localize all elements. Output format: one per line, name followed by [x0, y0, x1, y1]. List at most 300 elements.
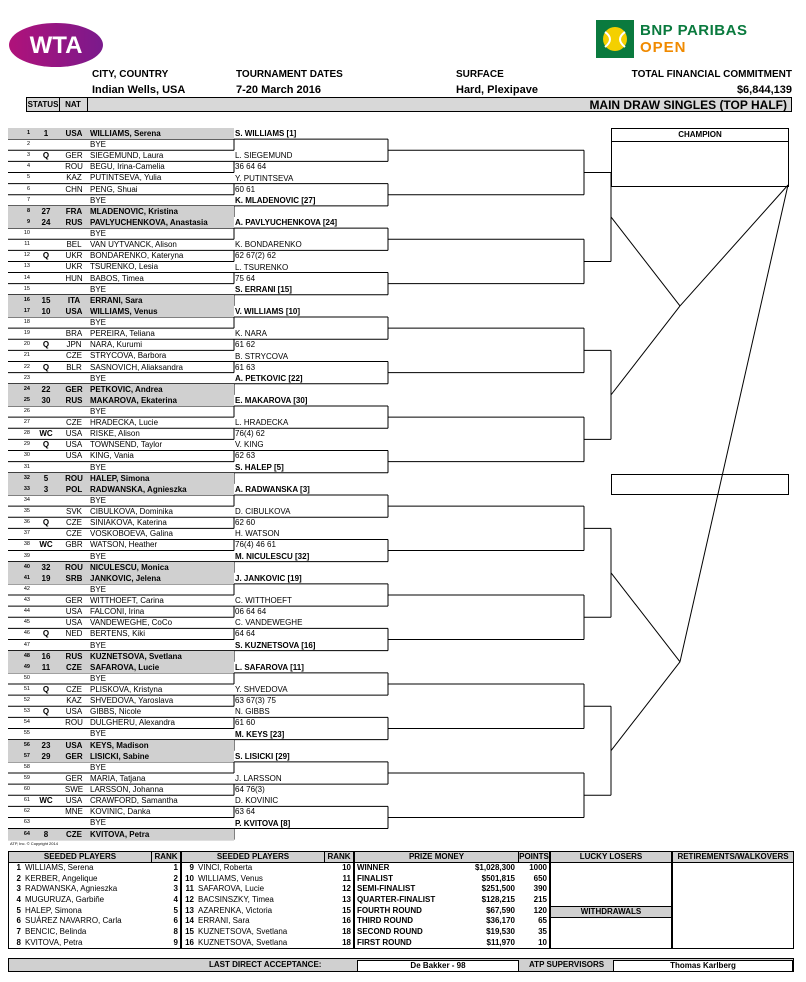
- player-name: BYE: [90, 673, 107, 683]
- draw-title: MAIN DRAW SINGLES (TOP HALF): [589, 98, 787, 112]
- draw-position: 64: [23, 830, 30, 837]
- player-nat: ROU: [65, 718, 83, 728]
- round1-score: 61 60: [235, 718, 256, 728]
- seed-rank: 3: [173, 884, 178, 894]
- player-nat: UKR: [65, 262, 83, 272]
- city-value: Indian Wells, USA: [92, 84, 186, 96]
- player-row: [8, 728, 234, 739]
- player-nat: RUS: [65, 217, 83, 227]
- prize-header: PRIZE MONEY: [355, 852, 519, 862]
- draw-position: 36: [23, 519, 30, 526]
- seed-player: WILLIAMS, Venus: [198, 873, 263, 883]
- player-status: Q: [42, 440, 50, 450]
- draw-position: 24: [23, 385, 30, 392]
- player-name: JANKOVIC, Jelena: [90, 573, 161, 583]
- seed-player: VINCI, Roberta: [198, 863, 253, 872]
- player-status: 19: [41, 573, 51, 583]
- points-header: POINTS: [519, 852, 549, 861]
- seed-player: ERRANI, Sara: [198, 916, 250, 926]
- seed-rank: 16: [342, 916, 351, 926]
- player-status: 23: [41, 740, 51, 750]
- dates-label: TOURNAMENT DATES: [236, 69, 343, 80]
- player-name: BYE: [90, 407, 107, 416]
- prize-money: $36,170: [486, 916, 515, 926]
- player-nat: BLR: [66, 362, 82, 372]
- seed-number: 4: [16, 895, 21, 905]
- prize-round: FOURTH ROUND: [357, 905, 422, 915]
- player-nat: CZE: [66, 529, 82, 539]
- seed-number: 14: [185, 916, 194, 926]
- seed-rank: 6: [173, 916, 178, 926]
- bracket-line: [611, 662, 680, 751]
- player-row: [8, 673, 234, 684]
- seed-number: 13: [185, 905, 194, 915]
- player-name: MARIA, Tatjana: [90, 773, 146, 783]
- player-name: BONDARENKO, Kateryna: [90, 251, 184, 261]
- seeded-row: [9, 895, 180, 906]
- prize-round: SECOND ROUND: [357, 927, 423, 937]
- round1-winner: A. PETKOVIC [22]: [235, 373, 303, 383]
- player-name: TOWNSEND, Taylor: [90, 440, 163, 450]
- player-status: 1: [43, 129, 49, 138]
- copyright: ATP, Inc. © Copyright 2014: [10, 841, 58, 846]
- prize-row: [355, 895, 549, 906]
- seed-player: MUGURUZA, Garbiñe: [25, 895, 105, 905]
- draw-position: 57: [23, 752, 30, 759]
- player-status: Q: [42, 340, 50, 350]
- final-slot: [611, 474, 789, 495]
- player-name: TSURENKO, Lesia: [90, 262, 159, 272]
- player-row: [8, 806, 234, 817]
- player-status: WC: [39, 540, 53, 550]
- round1-winner: K. NARA: [235, 329, 268, 339]
- player-nat: SWE: [64, 785, 84, 795]
- player-nat: BRA: [65, 329, 83, 339]
- surface-label: SURFACE: [456, 69, 504, 80]
- draw-position: 58: [23, 763, 30, 770]
- player-status: 8: [43, 829, 49, 839]
- round1-winner: K. MLADENOVIC [27]: [235, 195, 316, 205]
- player-name: PAVLYUCHENKOVA, Anastasia: [90, 217, 208, 227]
- bracket-line: [611, 306, 680, 395]
- player-status: 5: [43, 473, 49, 483]
- player-name: BYE: [90, 140, 107, 150]
- draw-position: 16: [23, 296, 30, 303]
- round1-winner: S. KUZNETSOVA [16]: [235, 640, 316, 650]
- round1-winner: H. WATSON: [235, 529, 280, 539]
- player-status: Q: [42, 629, 50, 639]
- player-row: [8, 495, 234, 506]
- round1-score: 64 64: [235, 629, 256, 639]
- rank-header-left: RANK: [154, 852, 178, 861]
- player-name: FALCONI, Irina: [90, 607, 145, 617]
- player-row: [8, 195, 234, 206]
- player-row: [8, 795, 234, 806]
- player-status: 11: [41, 662, 51, 672]
- seed-rank: 18: [342, 937, 351, 947]
- prize-points: 215: [533, 895, 547, 905]
- player-nat: JPN: [66, 340, 82, 350]
- prize-round: QUARTER-FINALIST: [357, 895, 436, 905]
- round1-score: 76(4) 46 61: [235, 540, 276, 550]
- supervisor-value: Thomas Karlberg: [613, 960, 793, 972]
- draw-position: 14: [23, 274, 30, 281]
- round1-winner: E. MAKAROVA [30]: [235, 396, 308, 405]
- round1-winner: L. SIEGEMUND: [235, 151, 293, 161]
- player-nat: ITA: [67, 295, 81, 305]
- status-column-header: STATUS: [27, 100, 59, 109]
- draw-position: 15: [23, 285, 30, 292]
- seed-number: 9: [189, 863, 194, 872]
- seed-number: 2: [16, 873, 21, 883]
- player-name: KUZNETSOVA, Svetlana: [90, 651, 182, 661]
- player-nat: ROU: [65, 562, 83, 572]
- seeded-row: [9, 916, 180, 927]
- player-row: [8, 684, 234, 695]
- player-name: BYE: [90, 584, 107, 594]
- player-row: [8, 161, 234, 172]
- prize-points: 65: [538, 916, 547, 926]
- player-name: ERRANI, Sara: [90, 295, 143, 305]
- round1-score: 06 64 64: [235, 607, 267, 617]
- draw-position: 62: [23, 808, 30, 815]
- player-nat: USA: [65, 618, 83, 628]
- draw-position: 19: [23, 330, 30, 337]
- player-nat: RUS: [65, 395, 83, 405]
- round1-score: 75 64: [235, 273, 256, 283]
- player-name: SHVEDOVA, Yaroslava: [90, 696, 174, 706]
- player-name: CRAWFORD, Samantha: [90, 796, 178, 806]
- withdrawals-header: WITHDRAWALS: [551, 906, 671, 918]
- round1-winner: S. HALEP [5]: [235, 462, 284, 472]
- draw-position: 63: [23, 819, 30, 826]
- seed-rank: 10: [342, 863, 351, 872]
- seed-number: 6: [16, 916, 21, 926]
- player-row: [8, 250, 234, 261]
- player-name: CIBULKOVA, Dominika: [90, 507, 173, 517]
- player-name: WILLIAMS, Venus: [90, 306, 158, 316]
- player-name: BYE: [90, 640, 107, 650]
- city-label: CITY, COUNTRY: [92, 69, 169, 80]
- player-name: KEYS, Madison: [90, 740, 149, 750]
- draw-position: 1: [26, 130, 30, 136]
- player-nat: RUS: [65, 651, 83, 661]
- player-row: [8, 617, 234, 628]
- prize-row: [355, 884, 549, 895]
- player-row: [8, 139, 234, 150]
- player-name: SAFAROVA, Lucie: [90, 662, 160, 672]
- draw-position: 22: [23, 363, 30, 370]
- player-name: KVITOVA, Petra: [90, 829, 150, 839]
- player-name: BYE: [90, 229, 107, 239]
- player-status: 3: [43, 484, 49, 494]
- seed-player: BENCIC, Belinda: [25, 927, 87, 937]
- player-name: RISKE, Alison: [90, 429, 140, 439]
- draw-position: 47: [23, 641, 30, 648]
- player-row: [8, 362, 234, 373]
- player-name: DULGHERU, Alexandra: [90, 718, 175, 728]
- player-name: MLADENOVIC, Kristina: [90, 206, 179, 216]
- player-row: [8, 261, 234, 272]
- seed-number: 8: [16, 937, 21, 947]
- player-status: 27: [41, 206, 51, 216]
- lucky-losers-header: LUCKY LOSERS: [551, 852, 671, 863]
- seed-number: 15: [185, 927, 194, 937]
- bracket-line: [611, 573, 680, 662]
- player-row: [8, 528, 234, 539]
- bnp-line2: OPEN: [640, 39, 687, 56]
- draw-position: 10: [23, 230, 30, 237]
- seed-player: AZARENKA, Victoria: [198, 905, 273, 915]
- player-name: WATSON, Heather: [90, 540, 158, 550]
- surface-value: Hard, Plexipave: [456, 84, 538, 96]
- financial-value: $6,844,139: [736, 84, 792, 96]
- player-nat: ROU: [65, 162, 83, 172]
- player-nat: BEL: [66, 240, 82, 250]
- draw-position: 33: [23, 485, 30, 492]
- player-row: [8, 439, 234, 450]
- svg-text:WTA: WTA: [29, 32, 83, 59]
- prize-row: [355, 863, 549, 874]
- player-row: [8, 350, 234, 361]
- draw-position: 13: [23, 263, 30, 270]
- player-nat: USA: [65, 440, 83, 450]
- player-nat: HUN: [65, 273, 83, 283]
- draw-position: 2: [26, 141, 30, 148]
- player-row: [8, 762, 234, 773]
- prize-money: $501,815: [481, 873, 515, 883]
- player-status: 32: [41, 562, 51, 572]
- seed-number: 10: [185, 873, 194, 883]
- seed-rank: 13: [342, 895, 351, 905]
- draw-position: 32: [23, 474, 30, 481]
- player-row: [8, 606, 234, 617]
- player-status: Q: [42, 151, 50, 161]
- player-name: SASNOVICH, Aliaksandra: [90, 362, 183, 372]
- player-name: BYE: [90, 762, 107, 772]
- player-status: 22: [41, 384, 51, 394]
- player-nat: KAZ: [66, 696, 82, 706]
- draw-position: 27: [23, 419, 30, 426]
- player-name: BYE: [90, 495, 107, 505]
- player-row: [8, 695, 234, 706]
- seed-player: KUZNETSOVA, Svetlana: [198, 927, 288, 937]
- player-row: [8, 539, 234, 550]
- retirements-table: [672, 851, 794, 949]
- draw-position: 54: [23, 719, 30, 726]
- prize-money: $128,215: [481, 895, 515, 905]
- prize-points: 650: [533, 873, 547, 883]
- last-direct-label: LAST DIRECT ACCEPTANCE:: [209, 960, 322, 969]
- player-name: BYE: [90, 318, 107, 328]
- draw-position: 30: [23, 452, 30, 459]
- seed-player: SAFAROVA, Lucie: [198, 884, 265, 894]
- player-nat: KAZ: [66, 173, 82, 183]
- draw-position: 31: [23, 463, 30, 470]
- draw-position: 28: [23, 430, 30, 437]
- player-row: [8, 551, 234, 562]
- player-row: [8, 128, 234, 139]
- player-status: 15: [41, 295, 51, 305]
- player-row: [8, 584, 234, 595]
- player-name: PLISKOVA, Kristyna: [90, 685, 163, 694]
- player-row: [8, 284, 234, 295]
- player-name: LISICKI, Sabine: [90, 751, 150, 761]
- seeded-row: [182, 927, 353, 938]
- player-row: [8, 484, 234, 495]
- round1-winner: P. KVITOVA [8]: [235, 818, 291, 828]
- prize-money: $11,970: [486, 937, 515, 947]
- player-name: VAN UYTVANCK, Alison: [90, 240, 177, 250]
- draw-position: 5: [26, 174, 30, 181]
- player-row: [8, 328, 234, 339]
- prize-row: [355, 916, 549, 927]
- seed-rank: 4: [173, 895, 178, 905]
- prize-round: SEMI-FINALIST: [357, 884, 416, 894]
- seeded-row: [182, 906, 353, 917]
- player-nat: USA: [65, 429, 83, 439]
- seed-rank: 11: [342, 873, 351, 883]
- draw-position: 49: [23, 663, 30, 670]
- acceptance-bar: [8, 958, 794, 972]
- draw-position: 44: [23, 608, 30, 615]
- bracket-line: [680, 185, 788, 662]
- seed-player: WILLIAMS, Serena: [25, 863, 94, 872]
- last-direct-value: De Bakker - 98: [357, 960, 519, 972]
- lucky-losers-table: [550, 851, 672, 949]
- round1-winner: Y. SHVEDOVA: [235, 685, 288, 695]
- prize-row: [355, 927, 549, 938]
- player-status: 10: [41, 306, 51, 316]
- bnp-line1: BNP PARIBAS: [640, 22, 748, 39]
- round1-score: 64 76(3): [235, 785, 265, 795]
- draw-position: 6: [26, 185, 30, 192]
- player-nat: GER: [65, 384, 83, 394]
- draw-position: 46: [23, 630, 30, 637]
- player-row: [8, 395, 234, 406]
- seeded-row: [182, 884, 353, 895]
- round1-winner: K. BONDARENKO: [235, 240, 302, 250]
- bracket-line: [680, 185, 788, 306]
- player-nat: GBR: [65, 540, 83, 550]
- player-row: [8, 740, 234, 751]
- prize-money: $67,590: [486, 905, 515, 915]
- seed-player: HALEP, Simona: [25, 905, 82, 915]
- player-row: [8, 651, 234, 662]
- seed-rank: 15: [342, 905, 351, 915]
- round1-winner: V. WILLIAMS [10]: [235, 307, 301, 317]
- player-name: PETKOVIC, Andrea: [90, 384, 163, 394]
- seed-rank: 9: [173, 937, 178, 947]
- player-nat: USA: [65, 796, 83, 806]
- draw-position: 45: [23, 619, 30, 626]
- round1-winner: S. ERRANI [15]: [235, 284, 292, 294]
- draw-position: 25: [23, 396, 30, 403]
- player-status: 16: [41, 651, 51, 661]
- player-status: WC: [39, 429, 53, 439]
- draw-position: 41: [23, 574, 30, 581]
- dates-value: 7-20 March 2016: [236, 84, 321, 96]
- player-row: [8, 273, 234, 284]
- draw-position: 21: [23, 352, 30, 359]
- prize-points: 1000: [529, 863, 547, 872]
- player-name: BYE: [90, 551, 107, 561]
- seed-number: 16: [185, 937, 194, 947]
- round1-winner: L. SAFAROVA [11]: [235, 662, 304, 672]
- draw-position: 59: [23, 774, 30, 781]
- bracket-line: [611, 217, 680, 306]
- draw-position: 50: [23, 674, 30, 681]
- prize-money: $19,530: [486, 927, 515, 937]
- draw-position: 4: [26, 163, 30, 170]
- player-name: KING, Vania: [90, 451, 134, 461]
- prize-money-table: [354, 851, 550, 949]
- player-row: [8, 428, 234, 439]
- seeded-row: [182, 916, 353, 927]
- player-nat: ROU: [65, 473, 83, 483]
- round1-score: 62 60: [235, 518, 256, 528]
- player-nat: CZE: [66, 662, 82, 672]
- seed-number: 7: [16, 927, 21, 937]
- player-status: 30: [41, 395, 51, 405]
- player-nat: CZE: [66, 518, 82, 528]
- player-nat: CZE: [66, 418, 82, 428]
- draw-position: 29: [23, 441, 30, 448]
- player-row: [8, 595, 234, 606]
- draw-position: 56: [23, 741, 30, 748]
- draw-position: 43: [23, 597, 30, 604]
- round1-winner: L. TSURENKO: [235, 262, 289, 272]
- player-name: STRYCOVA, Barbora: [90, 351, 167, 361]
- round1-score: 61 63: [235, 362, 256, 372]
- player-name: BYE: [90, 462, 107, 472]
- draw-position: 20: [23, 341, 30, 348]
- player-name: VOSKOBOEVA, Galina: [90, 529, 173, 539]
- player-name: RADWANSKA, Agnieszka: [90, 484, 187, 494]
- seeded-row: [9, 863, 180, 874]
- seeded-row: [182, 863, 353, 874]
- seeded-table-right: [181, 851, 354, 949]
- seed-number: 11: [185, 884, 194, 894]
- draw-position: 9: [26, 218, 30, 225]
- player-name: BYE: [90, 195, 107, 205]
- draw-position: 12: [23, 252, 30, 259]
- player-nat: UKR: [65, 251, 83, 261]
- round1-winner: V. KING: [235, 440, 264, 450]
- seed-player: KUZNETSOVA, Svetlana: [198, 937, 288, 947]
- seed-rank: 2: [173, 873, 178, 883]
- prize-row: [355, 906, 549, 917]
- round1-score: 62 67(2) 62: [235, 251, 276, 261]
- player-row: [8, 506, 234, 517]
- seed-rank: 5: [173, 905, 178, 915]
- round1-winner: L. HRADECKA: [235, 418, 289, 428]
- draw-position: 52: [23, 697, 30, 704]
- draw-position: 18: [23, 319, 30, 326]
- player-name: NARA, Kurumi: [90, 340, 143, 350]
- seeded-row: [9, 906, 180, 917]
- player-name: BYE: [90, 284, 107, 294]
- prize-round: THIRD ROUND: [357, 916, 413, 926]
- seed-number: 5: [16, 905, 21, 915]
- player-row: [8, 317, 234, 328]
- player-nat: USA: [65, 740, 83, 750]
- player-name: MAKAROVA, Ekaterina: [90, 395, 177, 405]
- seeded-row: [9, 884, 180, 895]
- player-name: SINIAKOVA, Katerina: [90, 518, 167, 528]
- seeded-table-left: [8, 851, 181, 949]
- player-row: [8, 450, 234, 461]
